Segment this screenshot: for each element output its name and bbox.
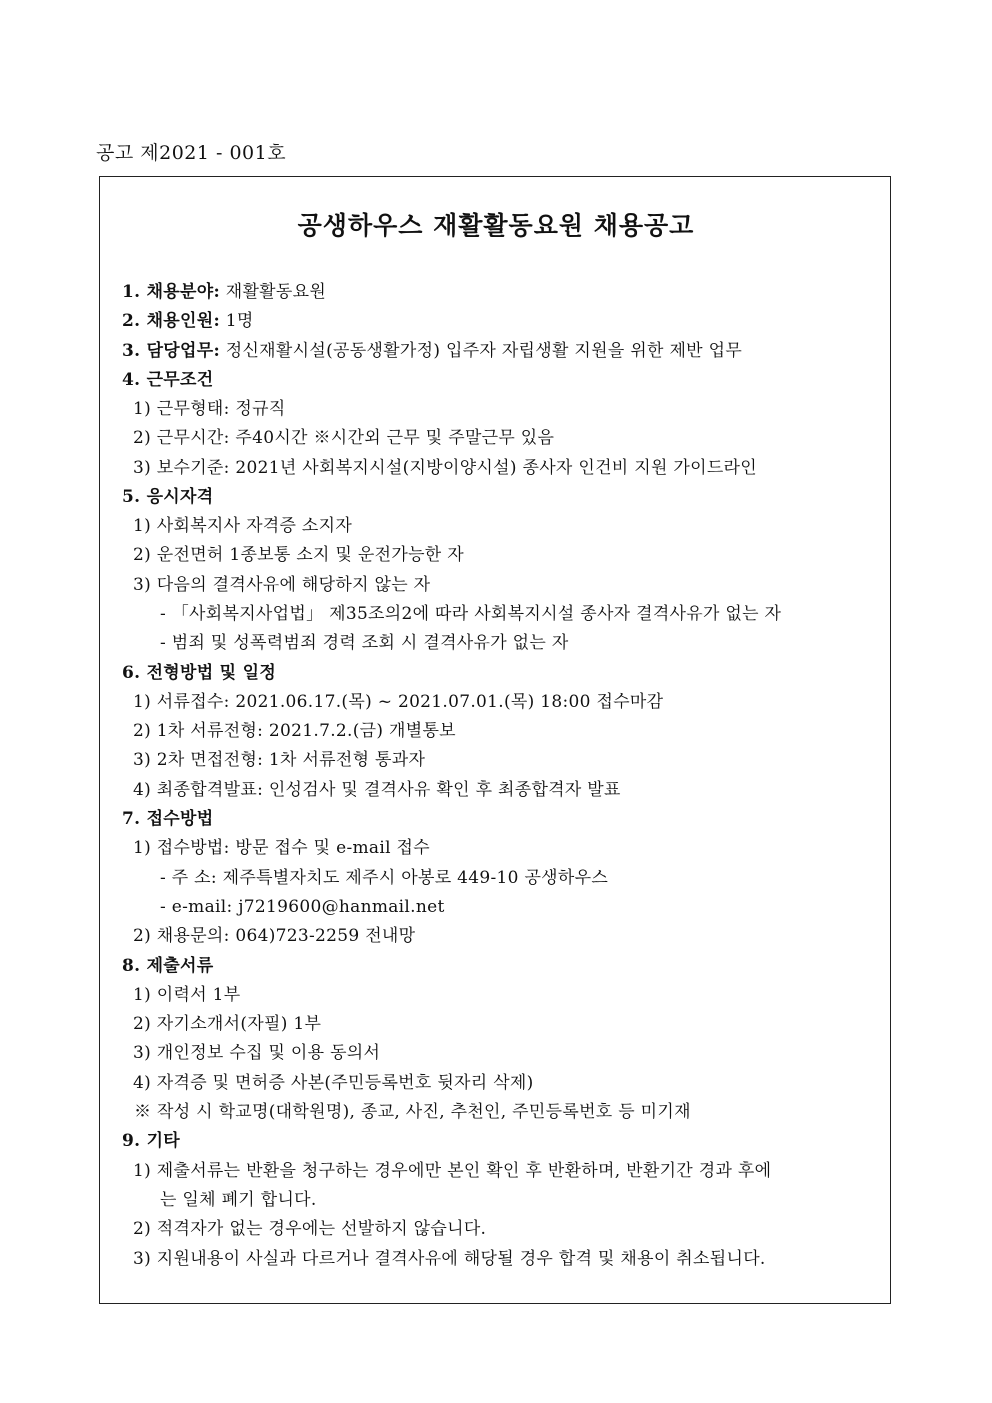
list-item: 2) 적격자가 없는 경우에는 선발하지 않습니다.	[133, 1219, 487, 1239]
note: ※ 작성 시 학교명(대학원명), 종교, 사진, 추천인, 주민등록번호 등 미기재	[134, 1102, 691, 1122]
section-label: 2. 채용인원:	[122, 311, 221, 331]
list-item: 3) 지원내용이 사실과 다르거나 결격사유에 해당될 경우 합격 및 채용이 취소됩니다.	[133, 1249, 766, 1269]
section-label: 9. 기타	[122, 1131, 181, 1151]
list-item: 1) 이력서 1부	[133, 985, 241, 1005]
section-qualifications	[122, 486, 213, 508]
section-label: 4. 근무조건	[122, 370, 214, 390]
section-headcount	[122, 310, 254, 332]
page-title: 공생하우스 재활활동요원 채용공고	[297, 211, 695, 240]
section-working-conditions	[122, 369, 213, 391]
section-label: 6. 전형방법 및 일정	[122, 663, 277, 683]
list-item: 1) 서류접수: 2021.06.17.(목) ~ 2021.07.01.(목) 18:00 접수마감	[133, 692, 664, 712]
email-address[interactable]: - e-mail: j7219600@hanmail.net	[160, 897, 445, 917]
section-value: 정신재활시설(공동생활가정) 입주자 자립생활 지원을 위한 제반 업무	[220, 341, 743, 361]
list-item: 1) 사회복지사 자격증 소지자	[133, 516, 353, 536]
section-label: 5. 응시자격	[122, 487, 214, 507]
section-recruitment-field	[122, 281, 326, 303]
list-item: 3) 개인정보 수집 및 이용 동의서	[133, 1043, 381, 1063]
list-item: 3) 2차 면접전형: 1차 서류전형 통과자	[133, 750, 426, 770]
list-item: 2) 채용문의: 064)723-2259 전내망	[133, 926, 416, 946]
list-item: 3) 보수기준: 2021년 사회복지시설(지방이양시설) 종사자 인건비 지원 가이드라인	[133, 458, 757, 478]
list-item: 2) 1차 서류전형: 2021.7.2.(금) 개별통보	[133, 721, 456, 741]
list-item: 1) 접수방법: 방문 접수 및 e-mail 접수	[133, 838, 430, 858]
list-item: 1) 근무형태: 정규직	[133, 399, 286, 419]
list-item: 2) 운전면허 1종보통 소지 및 운전가능한 자	[133, 545, 464, 565]
list-item: 2) 근무시간: 주40시간 ※시간외 근무 및 주말근무 있음	[133, 428, 555, 448]
section-label: 1. 채용분야:	[122, 282, 221, 302]
section-application-method	[122, 808, 213, 830]
notice-number: 공고 제2021 - 001호	[96, 142, 287, 164]
list-item-continuation: 는 일체 폐기 합니다.	[160, 1190, 317, 1210]
list-item: 4) 자격증 및 면허증 사본(주민등록번호 뒷자리 삭제)	[133, 1073, 534, 1093]
sub-list-item: - 「사회복지사업법」 제35조의2에 따라 사회복지시설 종사자 결격사유가 없는 자	[160, 604, 782, 624]
section-documents	[122, 955, 213, 977]
section-selection-schedule	[122, 662, 276, 684]
list-item: 3) 다음의 결격사유에 해당하지 않는 자	[133, 575, 431, 595]
list-item: 1) 제출서류는 반환을 청구하는 경우에만 본인 확인 후 반환하며, 반환기간 경과 후에	[133, 1161, 772, 1181]
section-other	[122, 1130, 180, 1152]
section-duties	[122, 340, 742, 362]
list-item: 2) 자기소개서(자필) 1부	[133, 1014, 322, 1034]
section-label: 3. 담당업무:	[122, 341, 221, 361]
sub-list-item: - 범죄 및 성폭력범죄 경력 조회 시 결격사유가 없는 자	[160, 633, 569, 653]
section-label: 7. 접수방법	[122, 809, 214, 829]
section-label: 8. 제출서류	[122, 956, 214, 976]
section-value: 1명	[220, 311, 254, 331]
sub-list-item: - 주 소: 제주특별자치도 제주시 아봉로 449-10 공생하우스	[160, 868, 609, 888]
list-item: 4) 최종합격발표: 인성검사 및 결격사유 확인 후 최종합격자 발표	[133, 780, 621, 800]
section-value: 재활활동요원	[220, 282, 327, 302]
